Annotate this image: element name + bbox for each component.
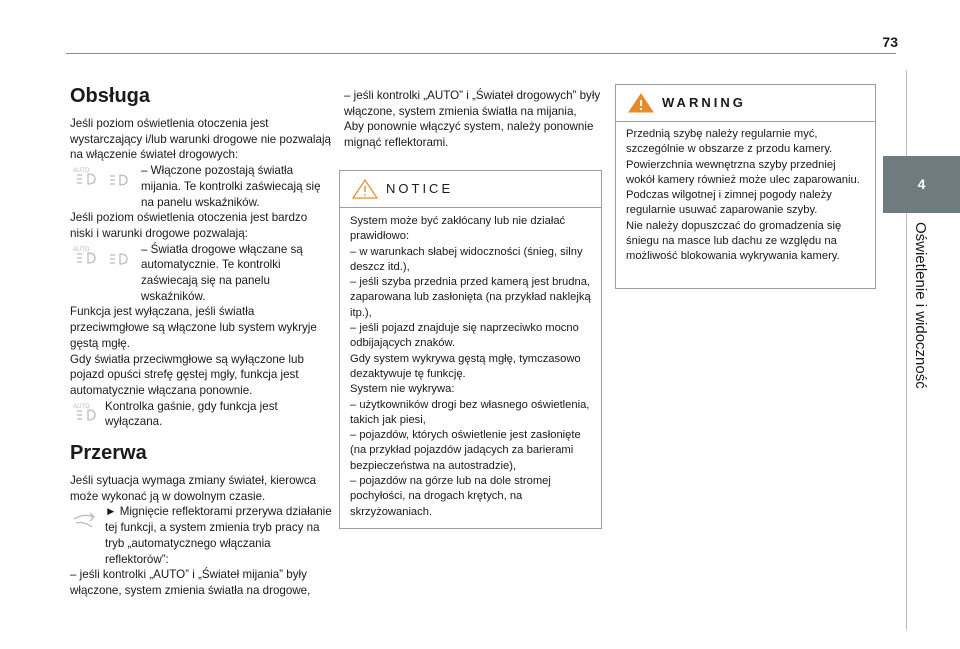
notice-line: System nie wykrywa: (350, 383, 455, 396)
side-divider (906, 70, 907, 630)
paragraph: Jeśli poziom oświetlenia otoczenia jest wystarczający i/lub warunki drogowe nie pozwalają na włączenie świateł drogowych: (70, 117, 331, 162)
paragraph: Jeśli sytuacja wymaga zmiany świateł, kierowca może wykonać ją w dowolnym czasie. (70, 474, 317, 503)
page-number: 73 (882, 34, 898, 50)
auto-label: AUTO (73, 168, 90, 175)
auto-beam-icon (72, 166, 98, 190)
auto-label: AUTO (73, 246, 90, 253)
section-heading-obsluga: Obsługa (70, 85, 151, 107)
notice-line: – użytkowników drogi bez własnego oświetlenia, takich jak piesi, (350, 398, 590, 426)
flash-icon (72, 507, 98, 531)
notice-line: – w warunkach słabej widoczności (śnieg, silny deszcz itd.), (350, 245, 583, 273)
warning-icon (627, 92, 655, 119)
paragraph: Aby ponownie włączyć system, należy ponownie mignąć reflektorami. (344, 120, 594, 150)
warning-line: Przednią szybę należy regularnie myć, szczególnie w obszarze z przodu kamery. (626, 128, 833, 156)
notice-body (350, 214, 593, 520)
column-left (70, 85, 332, 599)
chapter-tab[interactable]: 4 (883, 156, 960, 213)
icon-paragraph (70, 504, 332, 567)
column-middle (344, 88, 606, 151)
notice-line: – jeśli pojazd znajduje się naprzeciwko mocno odbijających znaków. (350, 322, 579, 350)
warning-body (626, 127, 867, 265)
warning-box (615, 84, 876, 289)
paragraph: ► Mignięcie reflektorami przerywa działanie tej funkcji, a system zmienia tryb pracy na tryb „automatycznego włączania reflektorów”: (105, 505, 332, 566)
auto-beam-icon (72, 402, 98, 426)
notice-line: Gdy system wykrywa gęstą mgłę, tymczasowo dezaktywuje tę funkcję. (350, 352, 581, 380)
icon-paragraph (70, 163, 332, 210)
paragraph: – Włączone pozostają światła mijania. Te kontrolki zaświecają się na panelu wskaźników. (141, 164, 321, 209)
paragraph: Jeśli poziom oświetlenia otoczenia jest bardzo niski i warunki drogowe pozwalają: (70, 211, 308, 240)
section-heading-przerwa: Przerwa (70, 442, 147, 465)
warning-header (616, 85, 875, 122)
warning-line: Powierzchnia wewnętrzna szyby przedniej wokół kamery również może ulec zaparowaniu. Podczas wilgotnej i zimnej pogody należy regularnie usuwać zaparowanie szyby. (626, 158, 860, 217)
icon-paragraph (70, 399, 332, 430)
paragraph: – Światła drogowe włączane są automatycznie. Te kontrolki zaświecają się na panelu wskaźników. (141, 242, 303, 303)
notice-line: System może być zakłócany lub nie działać prawidłowo: (350, 215, 566, 243)
paragraph: Gdy światła przeciwmgłowe są wyłączone lub pojazd opuści strefę gęstej mgły, funkcja jest automatycznie włączana ponownie. (70, 352, 304, 397)
auto-beam-icon (72, 245, 98, 269)
headlight-icon (106, 166, 132, 190)
auto-label: AUTO (73, 403, 90, 410)
notice-header (340, 171, 601, 208)
warning-line: Nie należy dopuszczać do gromadzenia się śniegu na masce lub dachu ze względu na możliwość blokowania wykrywania kamery. (626, 219, 842, 263)
paragraph: Kontrolka gaśnie, gdy funkcja jest wyłączana. (105, 399, 278, 429)
notice-box (339, 170, 602, 529)
chapter-title: Oświetlenie i widoczność (912, 222, 929, 389)
paragraph: Funkcja jest wyłączana, jeśli światła przeciwmgłowe są włączone lub system wykryje gęstą mgłę. (70, 305, 317, 350)
warning-icon (351, 178, 379, 205)
notice-line: – pojazdów na górze lub na dole stromej pochyłości, na drogach krętych, na skrzyżowaniach. (350, 475, 551, 518)
warning-title: WARNING (662, 95, 746, 110)
notice-line: – pojazdów, których oświetlenie jest zasłonięte (na przykład pojazdów jadących za barierami bezpieczeństwa na autostradzie), (350, 429, 581, 472)
header-rule (66, 53, 896, 54)
paragraph: – jeśli kontrolki „AUTO” i „Świateł drogowych” były włączone, system zmienia światła na mijania, (344, 89, 601, 118)
notice-title: NOTICE (386, 181, 454, 196)
icon-paragraph (70, 242, 332, 305)
notice-line: – jeśli szyba przednia przed kamerą jest brudna, zaparowana lub zasłonięta (na przykład naklejką itp.), (350, 276, 591, 319)
headlight-icon (106, 245, 132, 269)
paragraph: – jeśli kontrolki „AUTO” i „Świateł mijania” były włączone, system zmienia światła na drogowe, (70, 568, 311, 597)
